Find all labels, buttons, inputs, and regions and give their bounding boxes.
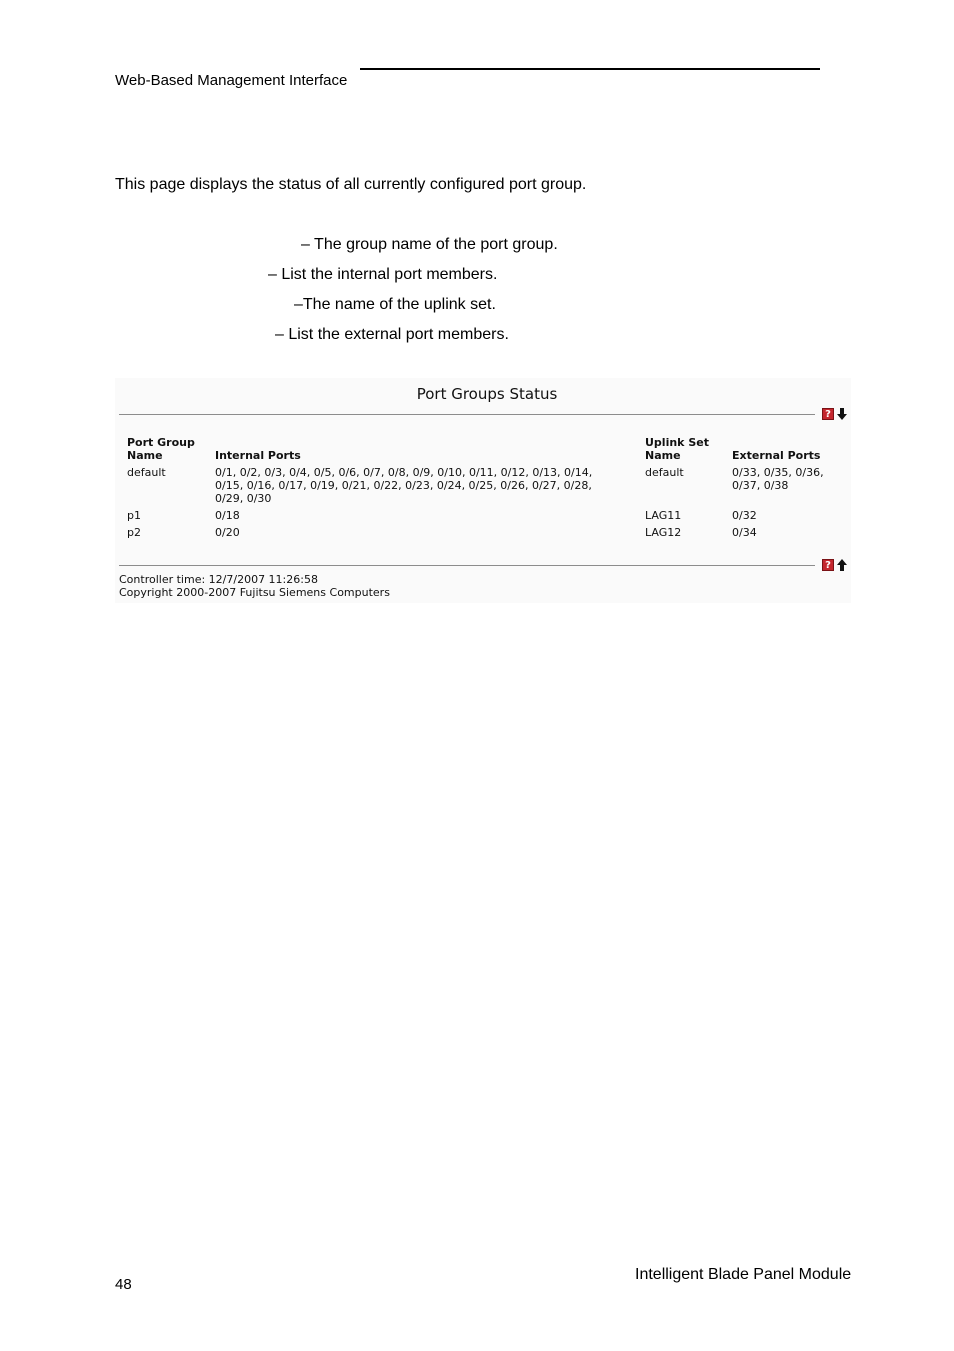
cell-external-ports: 0/33, 0/35, 0/36, 0/37, 0/38: [732, 466, 824, 492]
header-title: Web-Based Management Interface: [115, 72, 348, 89]
help-icon[interactable]: ?: [822, 559, 834, 571]
cell-group-name: p2: [127, 526, 141, 539]
page-number: 48: [115, 1276, 132, 1293]
header-rule: [360, 68, 820, 70]
footer-title: Intelligent Blade Panel Module: [635, 1266, 852, 1283]
intro-text: This page displays the status of all currently configured port group.: [115, 176, 587, 193]
column-header: Internal Ports: [215, 449, 301, 462]
cell-uplink-set: default: [645, 466, 684, 479]
copyright: Copyright 2000-2007 Fujitsu Siemens Computers: [119, 586, 390, 599]
bottom-icons: [822, 559, 848, 571]
column-header: Uplink Set Name: [645, 436, 709, 462]
cell-external-ports: 0/34: [732, 526, 757, 539]
controller-time: Controller time: 12/7/2007 11:26:58: [119, 573, 318, 586]
cell-uplink-set: LAG12: [645, 526, 682, 539]
screenshot-title: Port Groups Status: [416, 385, 558, 403]
definition-uplink-set: –The name of the uplink set.: [294, 296, 496, 313]
help-icon[interactable]: ?: [822, 408, 834, 420]
column-header: Port Group Name: [127, 436, 195, 462]
port-groups-status-screenshot: [115, 378, 851, 603]
definition-group-name: – The group name of the port group.: [301, 236, 558, 253]
column-header: External Ports: [732, 449, 821, 462]
cell-external-ports: 0/32: [732, 509, 757, 522]
cell-uplink-set: LAG11: [645, 509, 682, 522]
definition-internal-ports: – List the internal port members.: [268, 266, 498, 283]
top-divider: [119, 414, 815, 415]
cell-internal-ports: 0/1, 0/2, 0/3, 0/4, 0/5, 0/6, 0/7, 0/8, 0/9, 0/10, 0/11, 0/12, 0/13, 0/14, 0/15, 0/16, 0/17, 0/19, 0/21, 0/22, 0/23, 0/24, 0/25, 0/26, 0/27, 0/28, 0/29, 0/30: [215, 466, 593, 505]
port-groups-table: [127, 436, 842, 541]
table-row: [127, 464, 842, 507]
cell-internal-ports: 0/18: [215, 509, 240, 522]
cell-group-name: p1: [127, 509, 141, 522]
bottom-divider: [119, 565, 815, 566]
arrow-down-icon[interactable]: [836, 408, 848, 420]
arrow-up-icon[interactable]: [836, 559, 848, 571]
cell-group-name: default: [127, 466, 166, 479]
top-icons: [822, 408, 848, 420]
table-row: [127, 524, 842, 541]
definition-external-ports: – List the external port members.: [275, 326, 509, 343]
table-row: [127, 507, 842, 524]
cell-internal-ports: 0/20: [215, 526, 240, 539]
